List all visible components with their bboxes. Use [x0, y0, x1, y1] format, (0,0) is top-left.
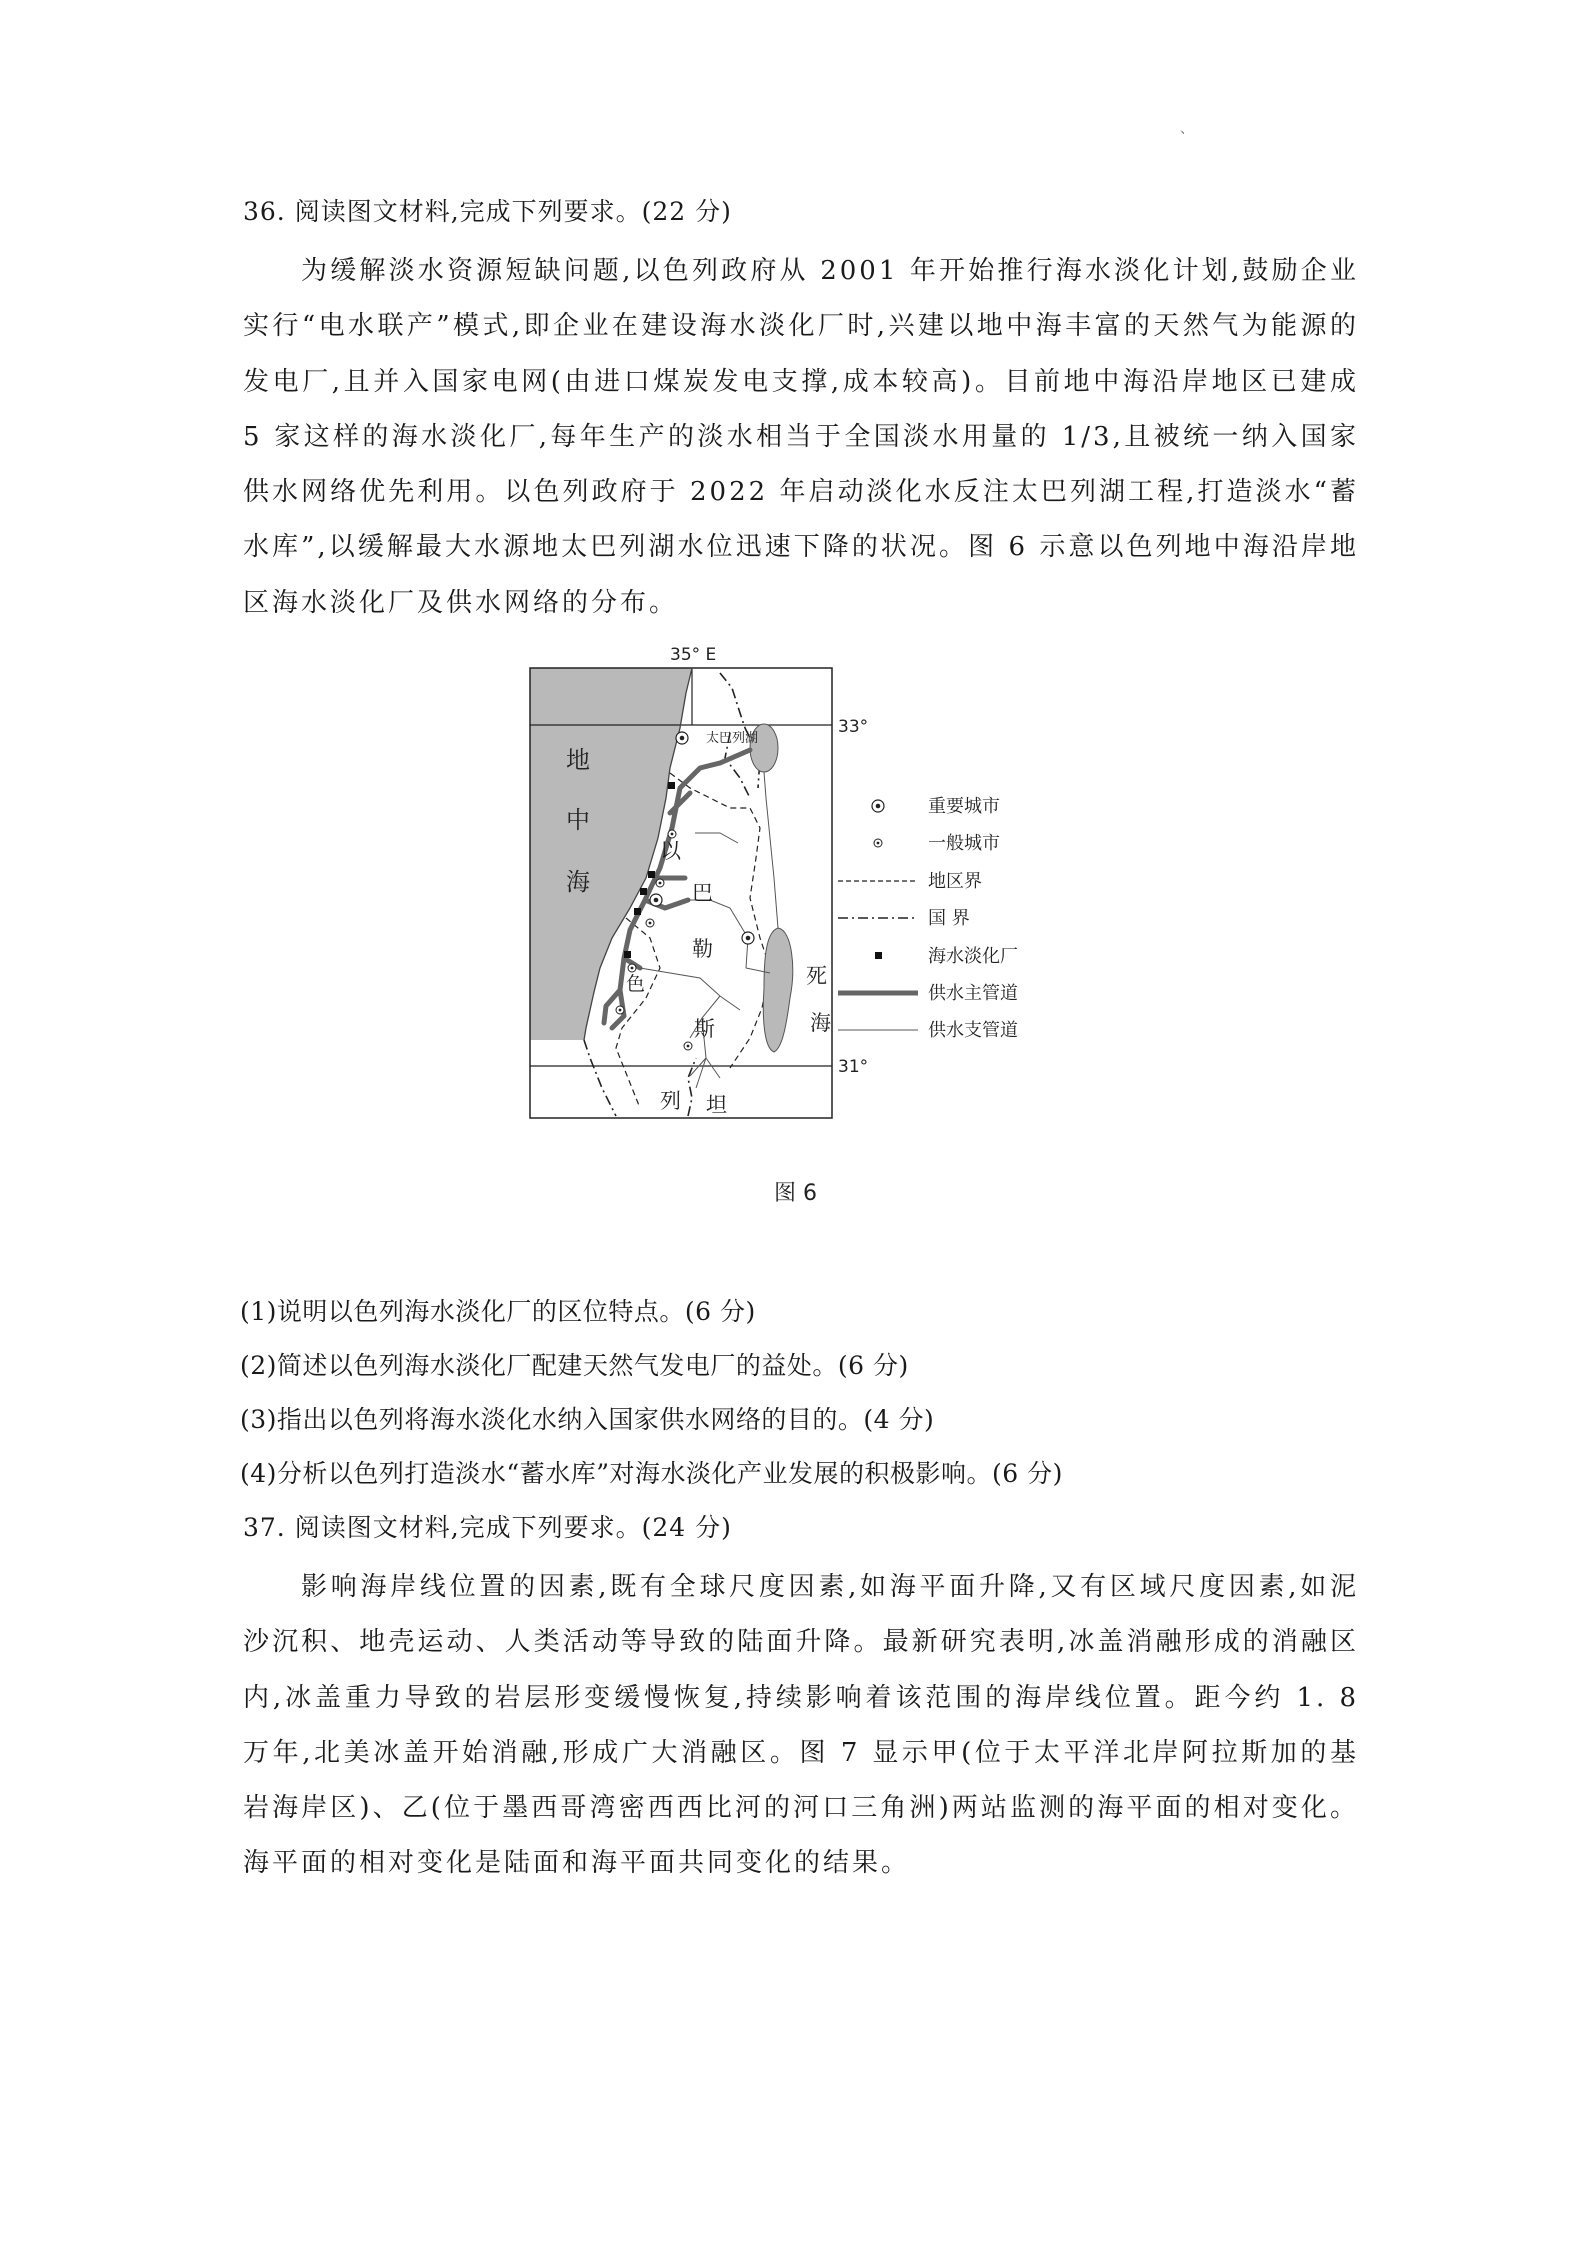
city-icon — [656, 879, 664, 887]
major-city-icon — [742, 932, 754, 944]
figure-caption: 图 6 — [774, 1181, 817, 1206]
palestine-label-2: 勒 — [692, 937, 713, 961]
israel-label-2: 色 — [626, 973, 646, 995]
palestine-label-3: 斯 — [694, 1017, 715, 1041]
major-city-icon — [650, 894, 662, 906]
legend-label: 地区界 — [928, 871, 982, 892]
legend-label: 重要城市 — [928, 796, 1000, 817]
legend-label: 海水淡化厂 — [928, 946, 1018, 967]
lake-label: 太巴列湖 — [706, 731, 759, 746]
latitude-33-label: 33° — [838, 717, 869, 737]
sea-label-2: 中 — [566, 806, 590, 834]
city-icon — [646, 919, 654, 927]
palestine-label-4: 坦 — [706, 1093, 727, 1117]
sea-label-1: 地 — [566, 746, 590, 774]
question-36-1: (1)说明以色列海水淡化厂的区位特点。(6 分) — [240, 1297, 756, 1326]
legend-city-icon — [874, 839, 882, 847]
latitude-31-label: 31° — [838, 1057, 869, 1077]
question-37-title: 37. 阅读图文材料,完成下列要求。(24 分) — [243, 1513, 732, 1542]
desalination-plant-icon — [640, 888, 647, 895]
legend-major-city-icon — [872, 800, 884, 812]
figure-6-map — [520, 638, 1080, 1218]
legend-label: 供水主管道 — [928, 983, 1018, 1004]
material-paragraph: 为缓解淡水资源短缺问题,以色列政府从 2001 年开始推行海水淡化计划,鼓励企业实行“电水联产”模式,即企业在建设海水淡化厂时,兴建以地中海丰富的天然气为能源的发电厂,且并入国家电网(由进口煤炭发电支撑,成本较高)。目前地中海沿岸地区已建成 5 家这样的海水淡化厂,每年生产的淡水相当于全国淡水用量的 1/3,且被统一纳入国家供水网络优先利用。以色列政府于 2022 年启动淡化水反注太巴列湖工程,打造淡水“蓄水库”,以缓解最大水源地太巴列湖水位迅速下降的状况。图 6 示意以色列地中海沿岸地区海水淡化厂及供水网络的分布。 — [243, 256, 1359, 618]
dead-sea-label-2: 海 — [810, 1011, 831, 1035]
city-icon — [628, 964, 636, 972]
longitude-label: 35° E — [670, 645, 717, 665]
dead-sea-label-1: 死 — [806, 964, 827, 988]
city-icon — [616, 1006, 624, 1014]
palestine-label-1: 巴 — [692, 881, 713, 905]
dead-sea — [763, 928, 792, 1052]
material-paragraph: 影响海岸线位置的因素,既有全球尺度因素,如海平面升降,又有区域尺度因素,如泥沙沉积、地壳运动、人类活动等导致的陆面升降。最新研究表明,冰盖消融形成的消融区内,冰盖重力导致的岩层形变缓慢恢复,持续影响着该范围的海岸线位置。距今约 1. 8 万年,北美冰盖开始消融,形成广大消融区。图 7 显示甲(位于太平洋北岸阿拉斯加的基岩海岸区)、乙(位于墨西哥湾密西西比河的河口三角洲)两站监测的海平面的相对变化。海平面的相对变化是陆面和海平面共同变化的结果。 — [243, 1572, 1359, 1879]
page-mark: 、 — [1180, 121, 1194, 137]
question-36-3: (3)指出以色列将海水淡化水纳入国家供水网络的目的。(4 分) — [240, 1405, 935, 1434]
desalination-plant-icon — [634, 908, 641, 915]
question-36-2: (2)简述以色列海水淡化厂配建天然气发电厂的益处。(6 分) — [240, 1351, 909, 1380]
israel-label-3: 列 — [660, 1089, 681, 1113]
desalination-plant-icon — [668, 782, 675, 789]
legend-label: 国 界 — [928, 908, 970, 929]
map-legend — [838, 796, 1018, 1041]
question-36-material — [243, 244, 1359, 631]
question-36-4: (4)分析以色列打造淡水“蓄水库”对海水淡化产业发展的积极影响。(6 分) — [240, 1459, 1063, 1488]
legend-label: 供水支管道 — [928, 1020, 1018, 1041]
sea-label-3: 海 — [566, 868, 590, 896]
city-icon — [684, 1042, 692, 1050]
legend-label: 一般城市 — [928, 833, 1000, 854]
major-city-icon — [676, 732, 688, 744]
israel-label-1: 以 — [660, 839, 681, 863]
question-36-title: 36. 阅读图文材料,完成下列要求。(22 分) — [243, 197, 732, 226]
desalination-plant-icon — [624, 951, 631, 958]
jordan-river — [764, 772, 778, 928]
legend-desalination-plant-icon — [875, 952, 882, 959]
city-icon — [668, 830, 676, 838]
desalination-plant-icon — [648, 871, 655, 878]
question-37-material — [243, 1560, 1359, 1892]
